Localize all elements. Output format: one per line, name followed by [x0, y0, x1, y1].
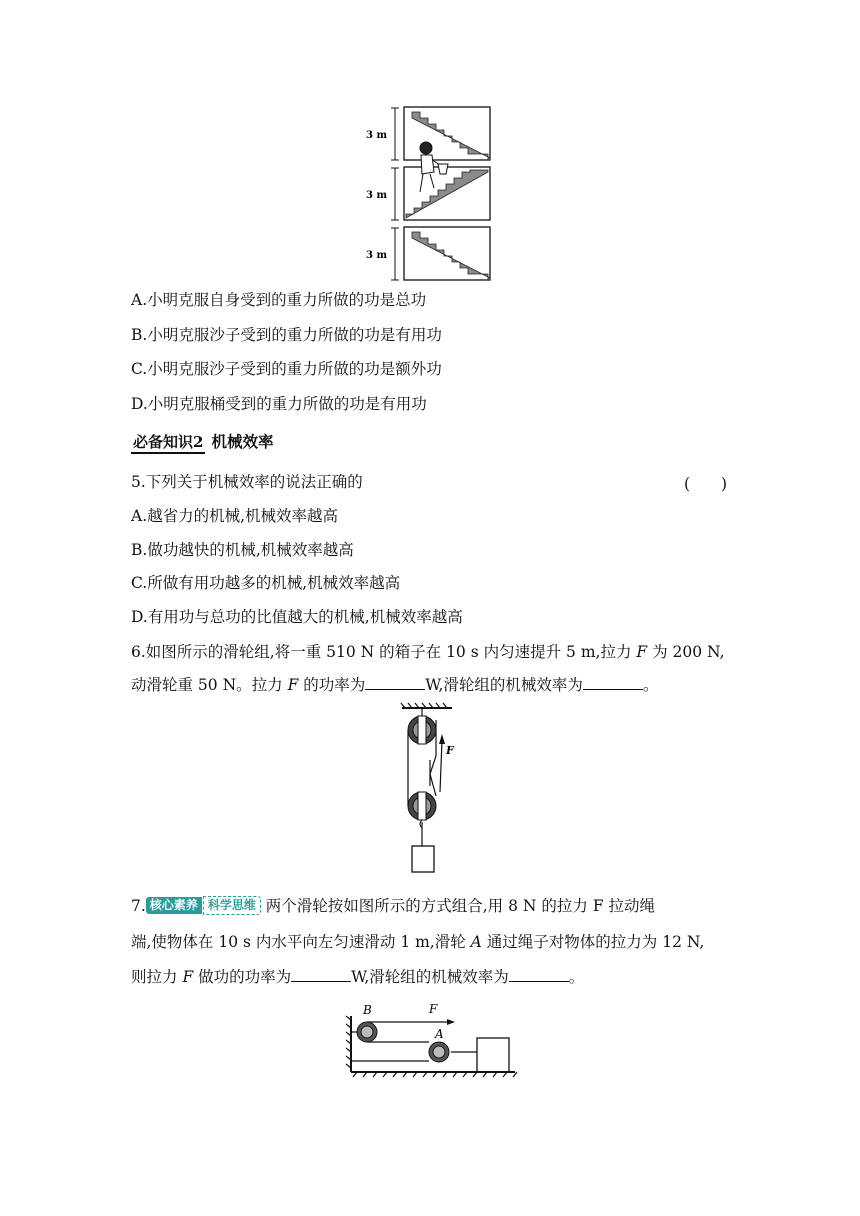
q5-option-d: D.有用功与总功的比值越大的机械,机械效率越高	[131, 608, 463, 626]
q7-text-3b: 做功的功率为	[193, 968, 292, 986]
q7-text-3d: 。	[568, 968, 585, 986]
stairs-figure	[360, 100, 520, 290]
pulley-figure	[390, 700, 470, 880]
pulley-a-label: A	[435, 1027, 444, 1041]
pulley-b-label: B	[363, 1003, 372, 1017]
stairs-label-1: 3 m	[366, 130, 388, 141]
q6-blank-power[interactable]	[365, 675, 425, 690]
q5-option-c: C.所做有用功越多的机械,机械效率越高	[131, 574, 401, 592]
horizontal-pulley-figure	[343, 998, 523, 1078]
q7-line-1	[131, 896, 655, 916]
scientific-thinking-badge: 科学思维	[203, 896, 261, 915]
q6-text-1a: 6.如图所示的滑轮组,将一重 510 N 的箱子在 10 s 内匀速提升 5 m,拉力	[131, 643, 637, 661]
q6-text-2c: W,滑轮组的机械效率为	[425, 676, 583, 694]
q4-option-c: C.小明克服沙子受到的重力所做的功是额外功	[131, 360, 442, 378]
q7-blank-efficiency[interactable]	[509, 967, 569, 982]
q7-text-3a: 则拉力	[131, 968, 183, 986]
section-tag: 必备知识2	[131, 432, 205, 454]
force-f-label: F	[429, 1002, 438, 1016]
q5-option-a: A.越省力的机械,机械效率越高	[131, 507, 339, 525]
q7-a-label: A	[470, 933, 482, 951]
section-heading	[131, 432, 273, 454]
q7-f-label: F	[182, 968, 194, 986]
q6-f-2: F	[287, 676, 299, 694]
q7-blank-power[interactable]	[291, 967, 351, 982]
q6-line-1	[131, 642, 725, 662]
q4-option-b: B.小明克服沙子受到的重力所做的功是有用功	[131, 326, 442, 344]
q6-text-2b: 的功率为	[298, 676, 366, 694]
q7-text-2b: 通过绳子对物体的拉力为 12 N,	[481, 933, 705, 951]
q5-stem: 5.下列关于机械效率的说法正确的	[131, 473, 363, 491]
q7-text-2a: 端,使物体在 10 s 内水平向左匀速滑动 1 m,滑轮	[131, 933, 471, 951]
pulley-force-label: F	[446, 744, 454, 757]
q5-answer-paren: ( )	[684, 475, 728, 493]
q5-option-b: B.做功越快的机械,机械效率越高	[131, 541, 354, 559]
q7-number: 7.	[131, 897, 146, 915]
section-title: 机械效率	[211, 432, 274, 451]
q6-text-1b: 为 200 N,	[647, 643, 725, 661]
q6-blank-efficiency[interactable]	[583, 675, 643, 690]
q4-option-a: A.小明克服自身受到的重力所做的功是总功	[131, 291, 427, 309]
q6-text-2d: 。	[642, 676, 659, 694]
q6-line-2	[131, 675, 658, 695]
q7-line-3	[131, 967, 584, 987]
core-literacy-badge: 核心素养	[146, 897, 202, 914]
stairs-label-3: 3 m	[366, 250, 388, 261]
q7-text-3c: W,滑轮组的机械效率为	[351, 968, 509, 986]
q7-line-2	[131, 932, 704, 952]
q4-option-d: D.小明克服桶受到的重力所做的功是有用功	[131, 395, 427, 413]
stairs-label-2: 3 m	[366, 190, 388, 201]
q7-text-1: 两个滑轮按如图所示的方式组合,用 8 N 的拉力 F 拉动绳	[260, 897, 655, 915]
q6-f-1: F	[636, 643, 648, 661]
q6-text-2a: 动滑轮重 50 N。拉力	[131, 676, 288, 694]
